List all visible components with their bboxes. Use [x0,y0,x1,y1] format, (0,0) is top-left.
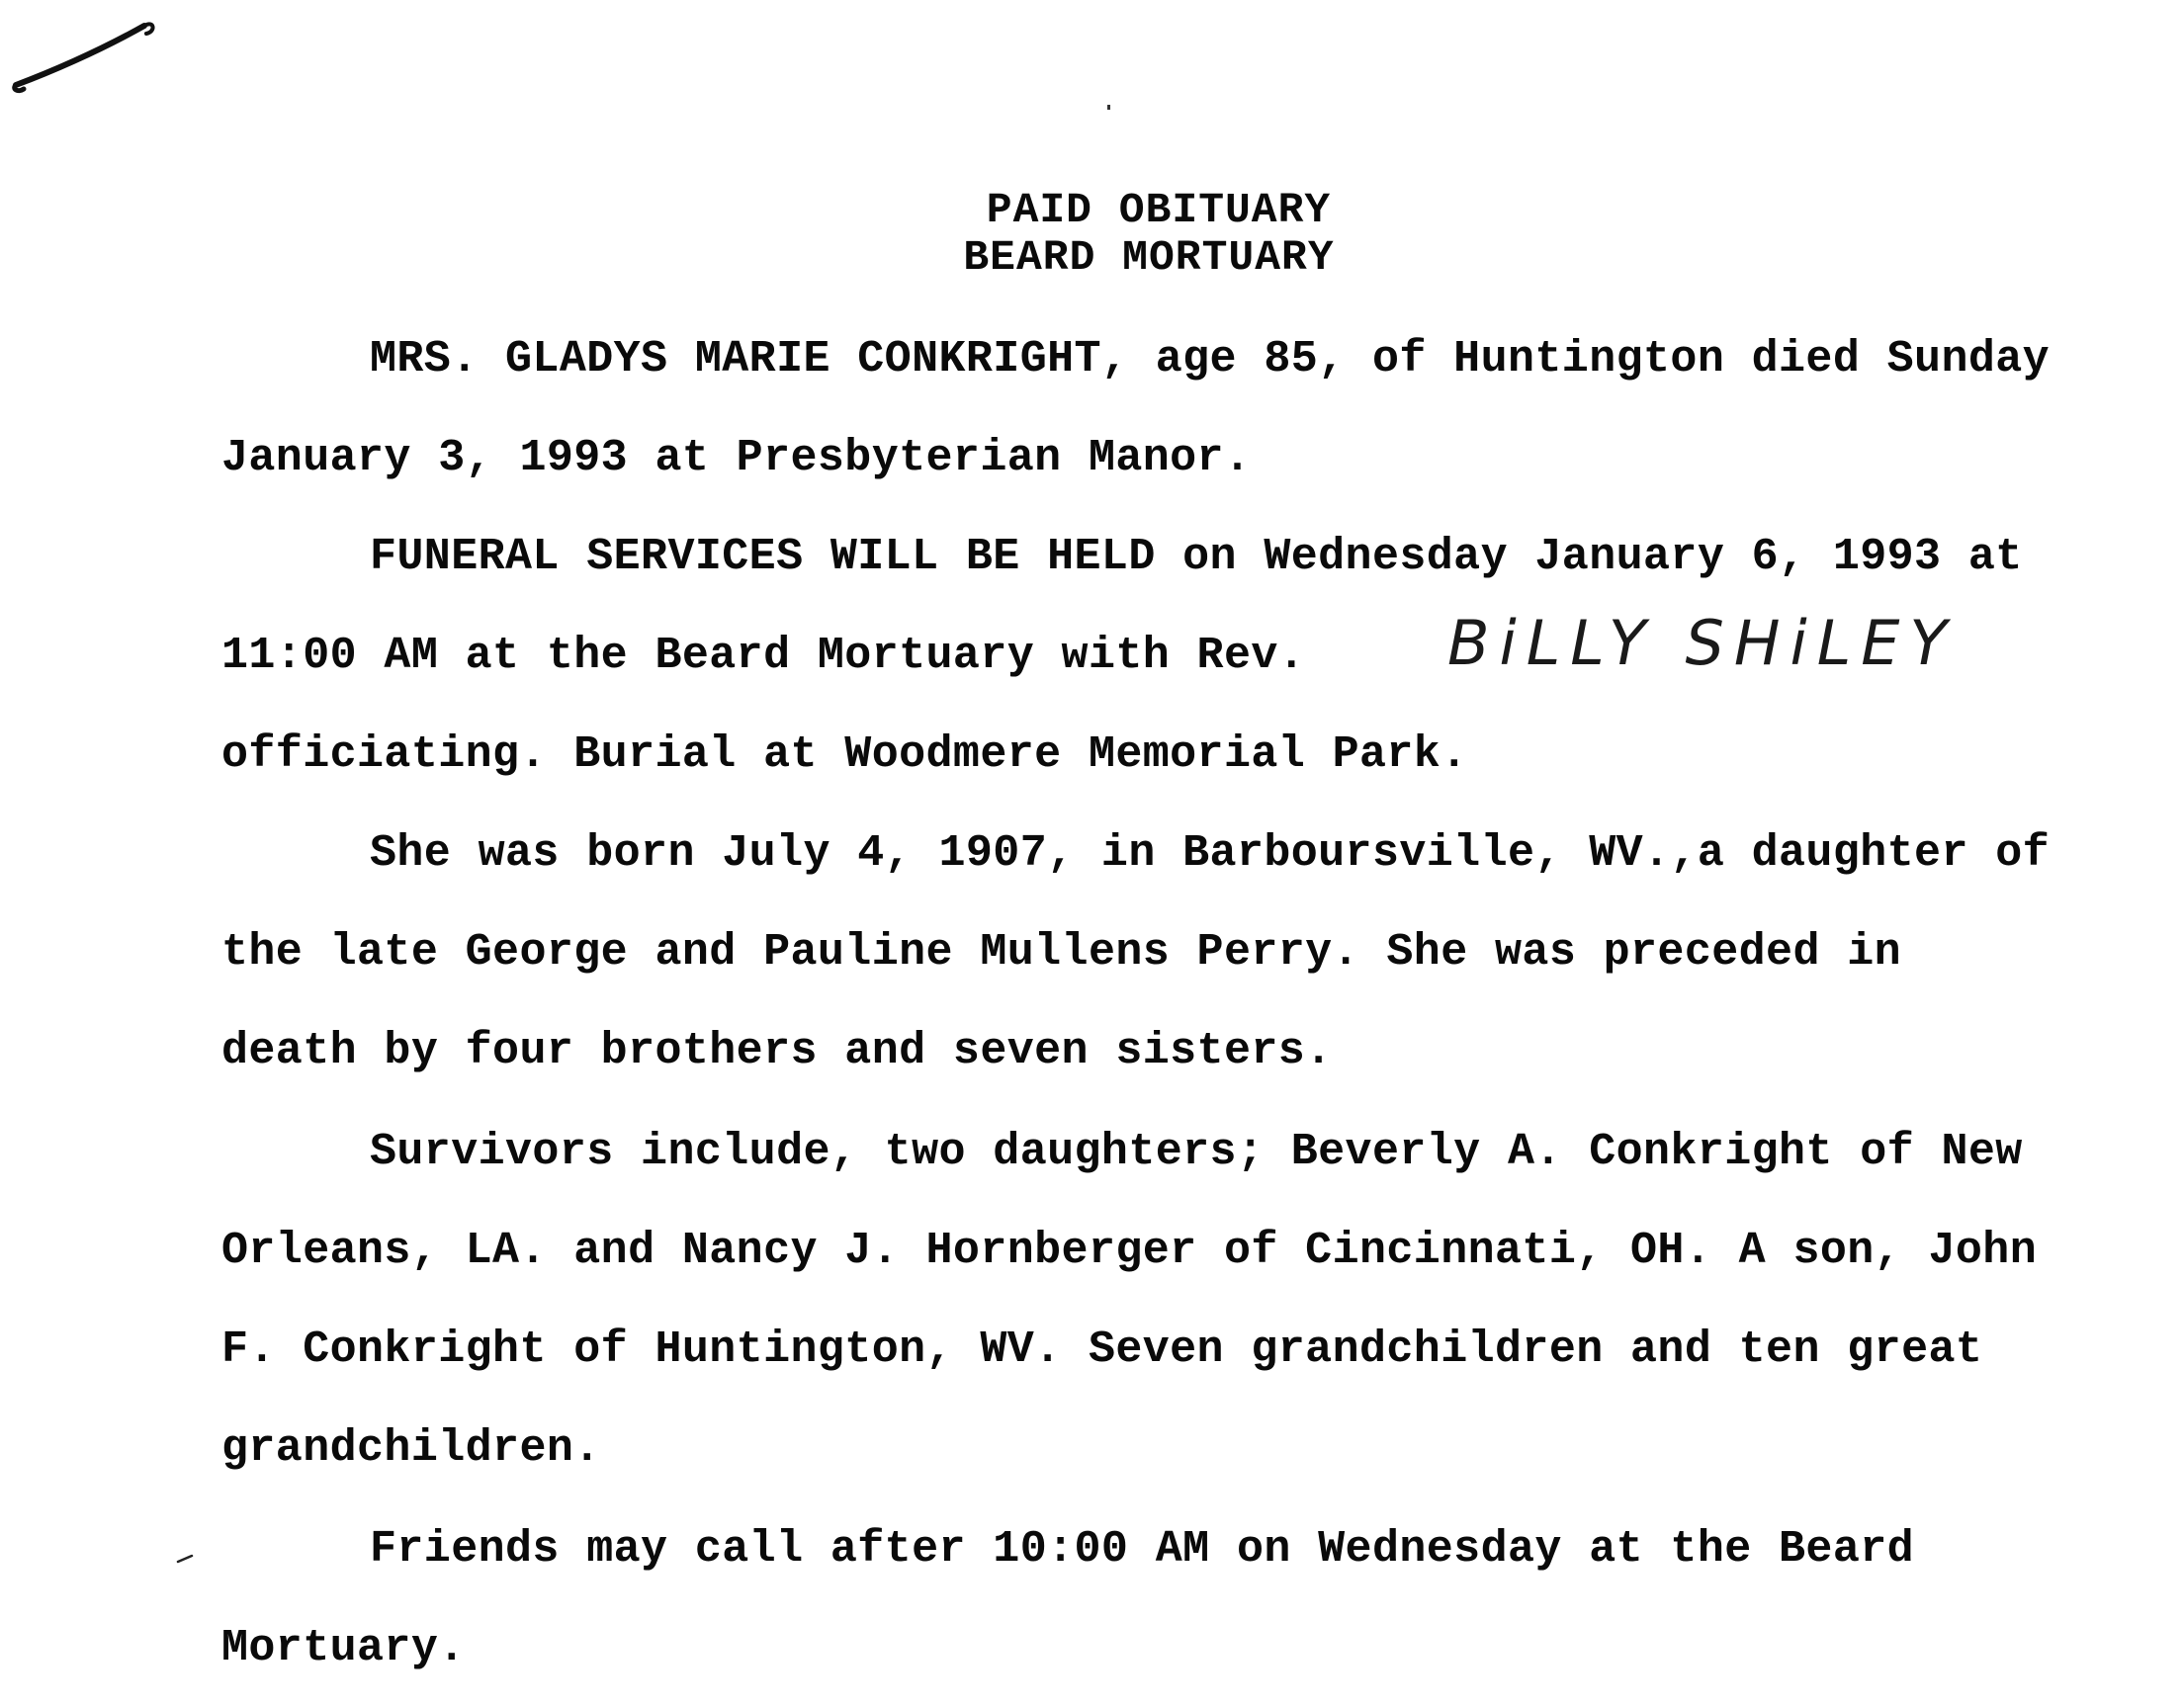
p5-line-2: Mortuary. [221,1623,466,1673]
p1-line-1: MRS. GLADYS MARIE CONKRIGHT, age 85, of Huntington died Sunday [370,334,2051,384]
tick-mark-icon [176,1552,196,1566]
p4-line-3: F. Conkright of Huntington, WV. Seven grandchildren and ten great [221,1324,1983,1375]
p3-line-2: the late George and Pauline Mullens Perry. She was preceded in [221,927,1902,978]
p5-line-1: Friends may call after 10:00 AM on Wednesday at the Beard [370,1524,1915,1575]
page-subtitle: BEARD MORTUARY [963,233,1335,282]
p3-line-1: She was born July 4, 1907, in Barboursville, WV.,a daughter of [370,828,2051,879]
p3-line-3: death by four brothers and seven sisters. [221,1026,1333,1076]
p2-line-2: 11:00 AM at the Beard Mortuary with Rev. [221,631,1306,681]
page-title: PAID OBITUARY [986,186,1332,234]
p2-line-1: FUNERAL SERVICES WILL BE HELD on Wednesday January 6, 1993 at [370,532,2023,582]
p1-line-2: January 3, 1993 at Presbyterian Manor. [221,433,1252,483]
p4-line-2: Orleans, LA. and Nancy J. Hornberger of Cincinnati, OH. A son, John [221,1226,2038,1276]
handwritten-officiant-name: BiLLY SHiLEY [1447,607,1958,679]
pen-mark-icon [8,8,156,97]
p4-line-4: grandchildren. [221,1423,601,1474]
speck-mark [1107,105,1110,110]
p2-line-3: officiating. Burial at Woodmere Memorial Park. [221,729,1468,780]
p4-line-1: Survivors include, two daughters; Beverly A. Conkright of New [370,1127,2023,1177]
